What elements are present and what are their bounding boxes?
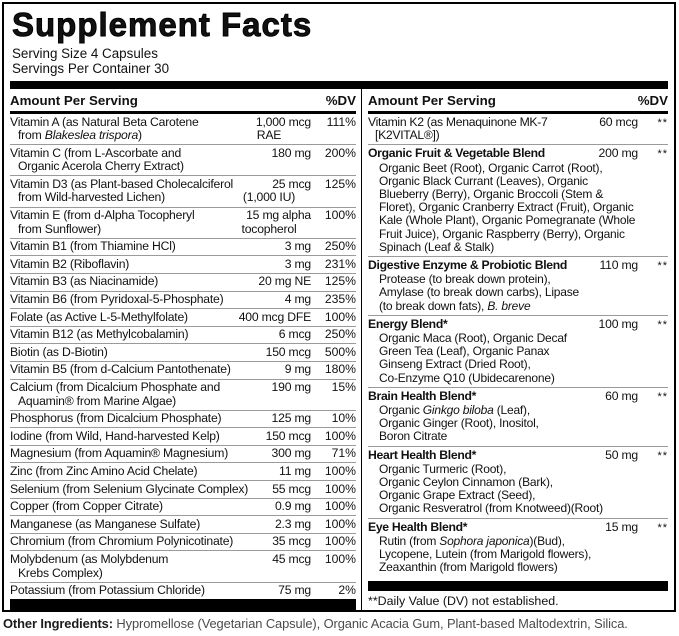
- right-column-header: [368, 89, 668, 111]
- ingredient-amount-line: 1,000 mcg: [255, 114, 311, 129]
- ingredient-name-line: Vitamin B3 (as Niacinamide): [10, 274, 159, 289]
- blend-ingredients-line: Lycopene, Lutein (from Marigold flowers),: [379, 547, 592, 562]
- ingredient-amount-line: 3 mg: [284, 256, 311, 271]
- ingredient-name: [10, 209, 227, 236]
- table-row: [368, 144, 668, 256]
- ingredient-amount: [227, 328, 311, 342]
- row-main-line: [368, 521, 668, 534]
- amount-per-serving-header: Amount Per Serving: [10, 93, 138, 108]
- left-column: [10, 89, 362, 610]
- ingredient-dv: 180%: [324, 362, 356, 377]
- blend-ingredients-line: Protease (to break down protein),: [379, 272, 551, 287]
- blend-ingredients-line: Blueberry (Berry), Organic Broccoli (Stem &: [379, 187, 604, 202]
- table-row: [10, 361, 356, 379]
- ingredient-amount: [227, 447, 311, 461]
- ingredient-name-line: Energy Blend*: [368, 316, 448, 331]
- ingredient-dv: 100%: [324, 551, 356, 566]
- ingredient-amount-line: 400 mcg DFE: [238, 309, 311, 324]
- blend-ingredients-line: [379, 300, 668, 313]
- ingredient-dv: 500%: [324, 344, 356, 359]
- latin-name-italic: Ginkgo biloba: [422, 403, 494, 418]
- ingredient-amount-line: 4 mg: [284, 292, 311, 307]
- ingredient-dv: 2%: [338, 583, 356, 598]
- ingredient-name-line: [10, 129, 227, 143]
- blend-ingredients-line: Floret), Organic Cranberry Extract (Fruit), Organic: [379, 200, 634, 215]
- table-row: [10, 273, 356, 291]
- ingredient-amount-line: 55 mcg: [272, 481, 311, 496]
- table-row: [368, 114, 668, 144]
- ingredient-name: [10, 500, 227, 514]
- ingredient-amount-line: 45 mcg: [272, 551, 311, 566]
- table-row: [10, 582, 356, 600]
- text-segment: (to break down fats),: [379, 298, 488, 313]
- ingredient-amount: [227, 116, 311, 143]
- blend-ingredients: [368, 535, 668, 575]
- blend-ingredients-line: Organic Ceylon Cinnamon (Bark),: [379, 475, 553, 490]
- ingredient-name-line: [K2VITAL®]): [375, 128, 440, 143]
- ingredient-name-line: Krebs Complex): [18, 565, 103, 580]
- table-row: [10, 207, 356, 238]
- right-rows: [368, 114, 668, 577]
- ingredient-amount-line: 6 mcg: [278, 327, 311, 342]
- ingredient-name-line: Brain Health Blend*: [368, 388, 477, 403]
- ingredient-name: [10, 381, 227, 408]
- ingredient-name: [10, 311, 227, 325]
- text-segment: Organic: [379, 403, 423, 418]
- table-row: [10, 114, 356, 144]
- table-row: [10, 480, 356, 498]
- blend-ingredients: [368, 404, 668, 444]
- table-row: [10, 238, 356, 256]
- text-segment: ): [138, 128, 142, 143]
- ingredient-amount: [227, 346, 311, 360]
- ingredient-name: [368, 318, 568, 331]
- ingredient-amount: 200 mg: [598, 146, 638, 161]
- ingredient-name-line: Vitamin B6 (from Pyridoxal-5-Phosphate): [10, 292, 224, 307]
- ingredient-dv: **: [657, 260, 668, 273]
- ingredient-name: [10, 275, 227, 289]
- ingredient-dv: 100%: [324, 309, 356, 324]
- ingredient-dv: 200%: [324, 145, 356, 160]
- ingredient-amount: [227, 275, 311, 289]
- ingredient-name-line: Potassium (from Potassium Chloride): [10, 583, 205, 598]
- table-row: [10, 255, 356, 273]
- ingredient-dv: 111%: [326, 114, 356, 129]
- ingredient-name: [10, 362, 231, 377]
- ingredient-name-line: Manganese (as Manganese Sulfate): [10, 516, 201, 531]
- ingredient-amount: [227, 584, 311, 598]
- blend-ingredients-line: Spinach (Leaf & Stalk): [379, 239, 494, 254]
- table-row: [10, 343, 356, 361]
- divider-bar-top: [10, 81, 668, 89]
- blend-ingredients-line: Organic Grape Extract (Seed),: [379, 488, 536, 503]
- ingredient-dv: 100%: [324, 481, 356, 496]
- table-row: [368, 256, 668, 315]
- ingredient-name: [368, 449, 568, 462]
- right-column: [362, 89, 668, 610]
- ingredient-amount: [227, 147, 311, 161]
- ingredient-name: [10, 240, 227, 254]
- left-column-header: [10, 89, 356, 111]
- ingredient-name-line: Zinc (from Zinc Amino Acid Chelate): [10, 463, 198, 478]
- row-main-line: [368, 147, 668, 160]
- ingredient-name-line: Iodine (from Wild, Hand-harvested Kelp): [10, 428, 220, 443]
- ingredient-dv: 15%: [331, 380, 356, 394]
- table-row: [10, 462, 356, 480]
- ingredient-name: [10, 258, 227, 272]
- ingredient-name-line: Organic Acerola Cherry Extract): [18, 159, 184, 174]
- other-ingredients: [3, 616, 677, 631]
- panel-title: Supplement Facts: [12, 6, 313, 43]
- table-row: [10, 291, 356, 309]
- ingredient-amount-line: 11 mg: [279, 463, 311, 478]
- blend-ingredients-line: Organic Resveratrol (from Knotweed)(Root): [379, 501, 603, 516]
- ingredient-name-line: Chromium (from Chromium Polynicotinate): [10, 534, 234, 549]
- ingredient-name-line: Vitamin B1 (from Thiamine HCl): [10, 239, 176, 254]
- ingredient-name-line: Copper (from Copper Citrate): [10, 499, 163, 514]
- ingredient-name-line: Heart Health Blend*: [368, 447, 477, 462]
- latin-name-italic: Blakeslea trispora: [44, 128, 139, 143]
- row-main-line: [368, 116, 668, 142]
- ingredient-name: [10, 116, 227, 143]
- ingredient-dv: **: [657, 117, 668, 129]
- ingredient-dv: 71%: [331, 446, 356, 461]
- ingredient-amount: [227, 258, 311, 272]
- text-segment: (Leaf),: [493, 403, 530, 418]
- ingredient-name: [10, 412, 227, 426]
- blend-ingredients: [368, 332, 668, 385]
- ingredient-dv: 250%: [324, 327, 356, 342]
- blend-ingredients-line: Kale (Whole Plant), Organic Pomegranate (Whole: [379, 213, 636, 228]
- daily-value-footnote: **Daily Value (DV) not established.: [368, 594, 559, 608]
- ingredient-name: [10, 465, 227, 479]
- table-row: [10, 515, 356, 533]
- ingredient-amount: [227, 293, 311, 307]
- ingredient-dv: 125%: [324, 274, 356, 289]
- table-row: [10, 445, 356, 463]
- ingredient-amount-line: 2.3 mg: [274, 516, 311, 531]
- servings-per-container: Servings Per Container 30: [12, 60, 170, 76]
- ingredient-amount: 100 mg: [598, 316, 638, 331]
- blend-ingredients-line: Organic Maca (Root), Organic Decaf: [379, 331, 567, 346]
- supplement-facts-panel: [2, 2, 676, 612]
- ingredient-amount: 110 mg: [599, 258, 638, 273]
- ingredient-dv: 235%: [324, 292, 356, 307]
- ingredient-amount-line: 35 mcg: [272, 534, 311, 549]
- blend-ingredients-line: Organic Beet (Root), Organic Carrot (Root),: [379, 160, 603, 175]
- ingredient-amount-line: 150 mcg: [265, 344, 311, 359]
- ingredient-name: [10, 553, 227, 580]
- ingredient-amount: [227, 311, 311, 325]
- blend-ingredients-line: Fruit Juice), Organic Raspberry (Berry), Organic: [379, 226, 625, 241]
- ingredient-amount-line: 190 mg: [271, 380, 311, 394]
- ingredient-amount: [227, 500, 311, 514]
- ingredient-dv: 100%: [324, 516, 356, 531]
- ingredient-dv: 10%: [331, 411, 356, 426]
- ingredient-name-line: Vitamin E (from d-Alpha Tocopheryl: [10, 208, 195, 223]
- ingredient-dv: 100%: [324, 499, 356, 514]
- table-row: [10, 427, 356, 445]
- ingredient-amount-line: 300 mg: [271, 446, 311, 461]
- ingredient-name: [10, 584, 227, 598]
- dv-header: %DV: [325, 93, 356, 108]
- ingredient-name-line: Vitamin B2 (Riboflavin): [10, 256, 130, 271]
- other-ingredients-label: Other Ingredients:: [3, 616, 113, 631]
- ingredient-name-line: Vitamin B12 (as Methylcobalamin): [10, 327, 189, 342]
- ingredient-name-line: Molybdenum (as Molybdenum: [10, 551, 169, 566]
- table-row: [10, 175, 356, 206]
- ingredient-name-line: Phosphorus (from Dicalcium Phosphate): [10, 411, 222, 426]
- serving-size: Serving Size 4 Capsules: [12, 46, 158, 61]
- other-ingredients-text: Hypromellose (Vegetarian Capsule), Organic Acacia Gum, Plant-based Maltodextrin, Silica.: [112, 616, 628, 631]
- latin-name-italic: Sophora japonica: [439, 533, 530, 548]
- ingredient-amount: 15 mg: [605, 519, 638, 534]
- blend-ingredients-line: Boron Citrate: [379, 429, 448, 444]
- table-row: [10, 308, 356, 326]
- ingredient-name-line: Vitamin A (as Natural Beta Carotene: [10, 114, 199, 129]
- blend-ingredients: [368, 273, 668, 313]
- table-row: [10, 533, 356, 551]
- ingredient-name: [10, 346, 227, 360]
- blend-ingredients-line: Organic Ginger (Root), Inositol,: [379, 416, 539, 431]
- ingredient-name: [10, 430, 227, 444]
- ingredient-name-line: Vitamin B5 (from d-Calcium Pantothenate): [10, 362, 231, 377]
- text-segment: from: [18, 128, 45, 143]
- ingredient-name: [10, 481, 249, 497]
- left-rows: [10, 114, 356, 599]
- table-row: [368, 446, 668, 518]
- divider-bar-bottom-right: [368, 581, 668, 591]
- dv-header: %DV: [637, 93, 668, 108]
- ingredient-name-line: Eye Health Blend*: [368, 519, 468, 534]
- blend-ingredients-line: Organic Turmeric (Root),: [379, 461, 507, 476]
- ingredient-name: [368, 116, 568, 142]
- ingredient-amount: [227, 465, 311, 479]
- ingredient-amount: [227, 535, 311, 549]
- row-main-line: [368, 449, 668, 462]
- table-row: [10, 379, 356, 410]
- ingredient-name-line: Selenium (from Selenium Glycinate Complex): [10, 481, 249, 496]
- amount-per-serving-header: Amount Per Serving: [368, 93, 496, 108]
- table-row: [368, 387, 668, 446]
- facts-columns: [10, 89, 668, 610]
- blend-ingredients: [368, 162, 668, 254]
- ingredient-amount-line: (1,000 IU): [242, 190, 296, 205]
- ingredient-name: [368, 259, 568, 272]
- ingredient-dv: **: [657, 390, 668, 403]
- row-main-line: [368, 318, 668, 331]
- ingredient-amount-line: 15 mg alpha: [246, 208, 311, 223]
- ingredient-dv: 100%: [324, 428, 356, 443]
- ingredient-name: [368, 521, 568, 534]
- table-row: [10, 498, 356, 516]
- ingredient-amount: [227, 363, 311, 377]
- ingredient-name-line: Vitamin D3 (as Plant-based Cholecalciferol: [10, 176, 234, 191]
- ingredient-dv: 250%: [324, 239, 356, 254]
- ingredient-amount: [227, 483, 311, 497]
- text-segment: Rutin (from: [379, 533, 440, 548]
- ingredient-name-line: Aquamin® from Marine Algae): [18, 393, 177, 408]
- ingredient-amount: 50 mg: [605, 447, 638, 462]
- blend-ingredients-line: Green Tea (Leaf), Organic Panax: [379, 344, 550, 359]
- ingredient-name-line: Biotin (as D-Biotin): [10, 344, 108, 359]
- ingredient-name-line: Vitamin C (from L-Ascorbate and: [10, 145, 182, 160]
- ingredient-amount: [227, 412, 311, 426]
- blend-ingredients-line: Amylase (to break down carbs), Lipase: [379, 285, 580, 300]
- ingredient-name: [10, 534, 234, 549]
- blend-ingredients-line: Organic Black Currant (Leaves), Organic: [379, 173, 588, 188]
- ingredient-amount-line: 180 mg: [271, 145, 311, 160]
- ingredient-amount-line: 150 mcg: [265, 428, 311, 443]
- ingredient-name-line: Vitamin K2 (as Menaquinone MK-7: [368, 115, 548, 129]
- ingredient-dv: **: [657, 148, 668, 161]
- text-segment: )(Bud),: [529, 533, 565, 548]
- ingredient-amount-line: 9 mg: [284, 362, 311, 377]
- blend-ingredients: [368, 463, 668, 516]
- ingredient-name-line: Magnesium (from Aquamin® Magnesium): [10, 446, 229, 461]
- ingredient-amount-line: 125 mg: [271, 411, 311, 426]
- ingredient-name: [10, 447, 227, 461]
- table-row: [10, 550, 356, 581]
- ingredient-dv: 125%: [324, 176, 356, 191]
- ingredient-name-line: Organic Fruit & Vegetable Blend: [368, 146, 545, 161]
- ingredient-name-line: Digestive Enzyme & Probiotic Blend: [368, 258, 568, 273]
- latin-name-italic: B. breve: [487, 298, 531, 313]
- ingredient-amount-line: 20 mg NE: [258, 274, 311, 289]
- ingredient-amount: 60 mg: [605, 388, 638, 403]
- ingredient-amount-line: 25 mcg: [272, 176, 311, 191]
- ingredient-name-line: Folate (as Active L-5-Methylfolate): [10, 309, 188, 324]
- blend-ingredients-line: Ginseng Extract (Dried Root),: [379, 357, 531, 372]
- ingredient-amount: [227, 430, 311, 444]
- ingredient-amount-line: tocopherol: [241, 221, 297, 236]
- table-row: [10, 326, 356, 344]
- blend-ingredients-line: Co-Enzyme Q10 (Ubidecarenone): [379, 370, 555, 385]
- ingredient-name-line: Calcium (from Dicalcium Phosphate and: [10, 380, 221, 394]
- ingredient-dv: 231%: [324, 256, 356, 271]
- ingredient-dv: **: [657, 318, 668, 331]
- ingredient-amount: [227, 209, 311, 236]
- ingredient-dv: **: [657, 449, 668, 462]
- table-row: [368, 315, 668, 387]
- ingredient-name: [368, 390, 568, 403]
- ingredient-dv: 100%: [324, 463, 356, 478]
- ingredient-amount-line: 3 mg: [284, 239, 311, 254]
- ingredient-name: [10, 293, 227, 307]
- ingredient-amount: [227, 178, 311, 205]
- ingredient-amount: [227, 381, 311, 395]
- divider-bar-bottom-left: [10, 599, 356, 610]
- ingredient-name-line: from Wild-harvested Lichen): [18, 190, 165, 205]
- table-row: [10, 410, 356, 428]
- ingredient-name: [10, 176, 234, 205]
- ingredient-amount-line: 0.9 mg: [274, 499, 311, 514]
- ingredient-name-line: from Sunflower): [18, 221, 102, 236]
- ingredient-dv: 100%: [324, 208, 356, 223]
- blend-ingredients-line: Zeaxanthin (from Marigold flowers): [379, 560, 558, 575]
- ingredient-amount: [227, 553, 311, 567]
- row-main-line: [368, 390, 668, 403]
- ingredient-amount: [227, 240, 311, 254]
- row-main-line: [368, 259, 668, 272]
- table-row: [368, 518, 668, 577]
- ingredient-name: [10, 147, 227, 174]
- ingredient-name: [368, 147, 568, 160]
- table-row: [10, 144, 356, 175]
- ingredient-name: [10, 518, 227, 532]
- ingredient-dv: **: [657, 521, 668, 534]
- ingredient-amount: 60 mcg: [599, 115, 638, 129]
- ingredient-name: [10, 328, 227, 342]
- ingredient-amount-line: RAE: [256, 128, 282, 143]
- ingredient-amount-line: 75 mg: [278, 583, 311, 598]
- ingredient-amount: [227, 518, 311, 532]
- ingredient-dv: 100%: [324, 534, 356, 549]
